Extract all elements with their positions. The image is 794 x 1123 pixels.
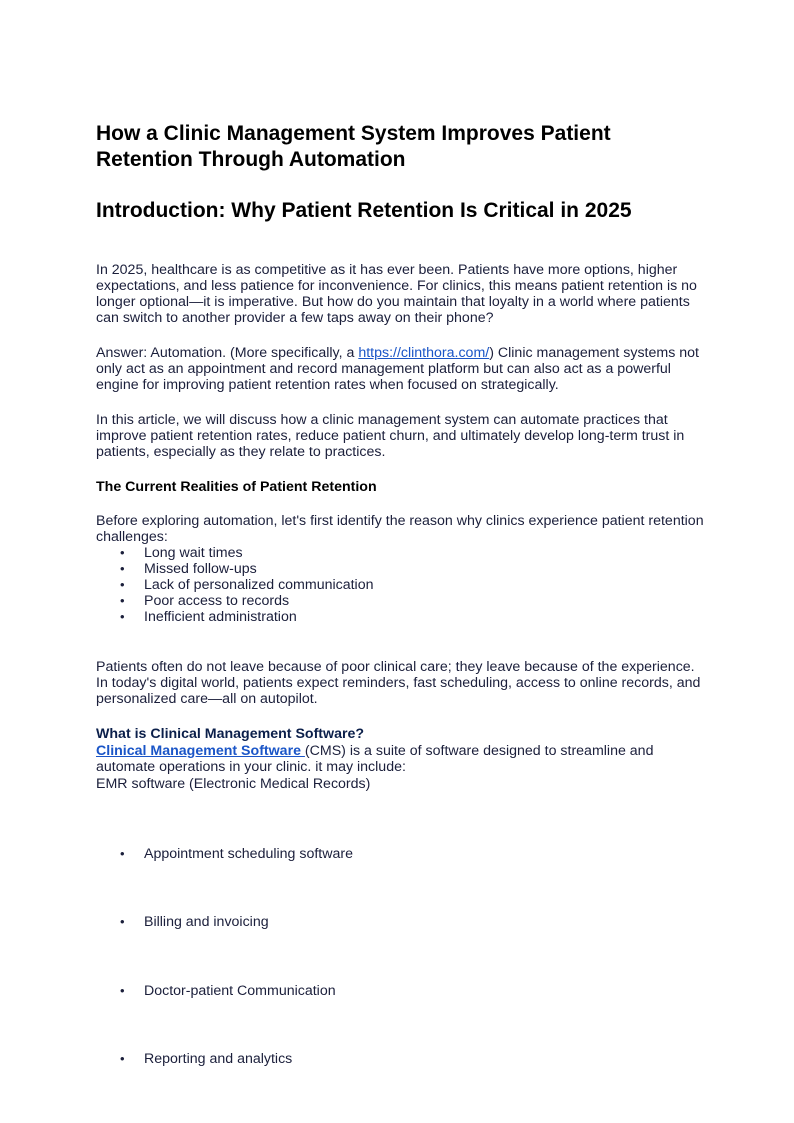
clinical-management-software-link[interactable]: Clinical Management Software <box>96 743 305 759</box>
bullet-icon: • <box>120 561 125 576</box>
bullet-icon: • <box>120 1051 125 1066</box>
answer-text-after: ) Clinic management systems not only act as an appointment and record management platform but can also act as a powerful engine for improving patient retention rates when focused on strategically. <box>96 345 699 393</box>
bullet-icon: • <box>120 593 125 608</box>
list-item: • Billing and invoicing <box>120 914 269 930</box>
page-title: How a Clinic Management System Improves Patient Retention Through Automation <box>96 122 611 171</box>
challenges-intro-paragraph: Before exploring automation, let's first identify the reason why clinics experience patient retention challenges: <box>96 513 704 545</box>
clinthora-link[interactable]: https://clinthora.com/ <box>358 345 490 361</box>
list-item: • Appointment scheduling software <box>120 846 353 862</box>
list-item: • Missed follow-ups <box>120 561 257 577</box>
intro-paragraph: In 2025, healthcare is as competitive as it has ever been. Patients have more options, higher expectations, and less patience for inconvenience. For clinics, this means patient retention is no longer optional—it is imperative. But how do you maintain that loyalty in a world where patients can switch to another provider a few taps away on their phone? <box>96 262 697 326</box>
list-item: • Inefficient administration <box>120 609 297 625</box>
challenges-list <box>96 545 656 625</box>
list-item: • Reporting and analytics <box>120 1051 293 1067</box>
bullet-icon: • <box>120 577 125 592</box>
bullet-icon: • <box>120 545 125 560</box>
bullet-icon: • <box>120 914 125 929</box>
experience-paragraph: Patients often do not leave because of poor clinical care; they leave because of the experience. In today's digital world, patients expect reminders, fast scheduling, access to online records, and personalized care—all on autopilot. <box>96 659 701 707</box>
emr-line: EMR software (Electronic Medical Records) <box>96 776 371 792</box>
list-item: • Poor access to records <box>120 593 290 609</box>
article-overview-paragraph: In this article, we will discuss how a clinic management system can automate practices that improve patient retention rates, reduce patient churn, and ultimately develop long-term trust in patients, especially as they relate to practices. <box>96 412 685 460</box>
answer-paragraph <box>96 345 706 393</box>
list-item: • Long wait times <box>120 545 243 561</box>
intro-heading: Introduction: Why Patient Retention Is Critical in 2025 <box>96 199 632 222</box>
realities-heading: The Current Realities of Patient Retention <box>96 479 377 495</box>
cms-heading: What is Clinical Management Software? <box>96 726 365 742</box>
bullet-icon: • <box>120 609 125 624</box>
answer-text-before: Answer: Automation. (More specifically, a <box>96 345 359 361</box>
list-item: • Doctor-patient Communication <box>120 983 336 999</box>
bullet-icon: • <box>120 983 125 998</box>
cms-definition-text: (CMS) is a suite of software designed to streamline and automate operations in your clinic. it may include: <box>96 743 654 775</box>
cms-definition-paragraph <box>96 743 706 775</box>
list-item: • Lack of personalized communication <box>120 577 374 593</box>
bullet-icon: • <box>120 846 125 861</box>
